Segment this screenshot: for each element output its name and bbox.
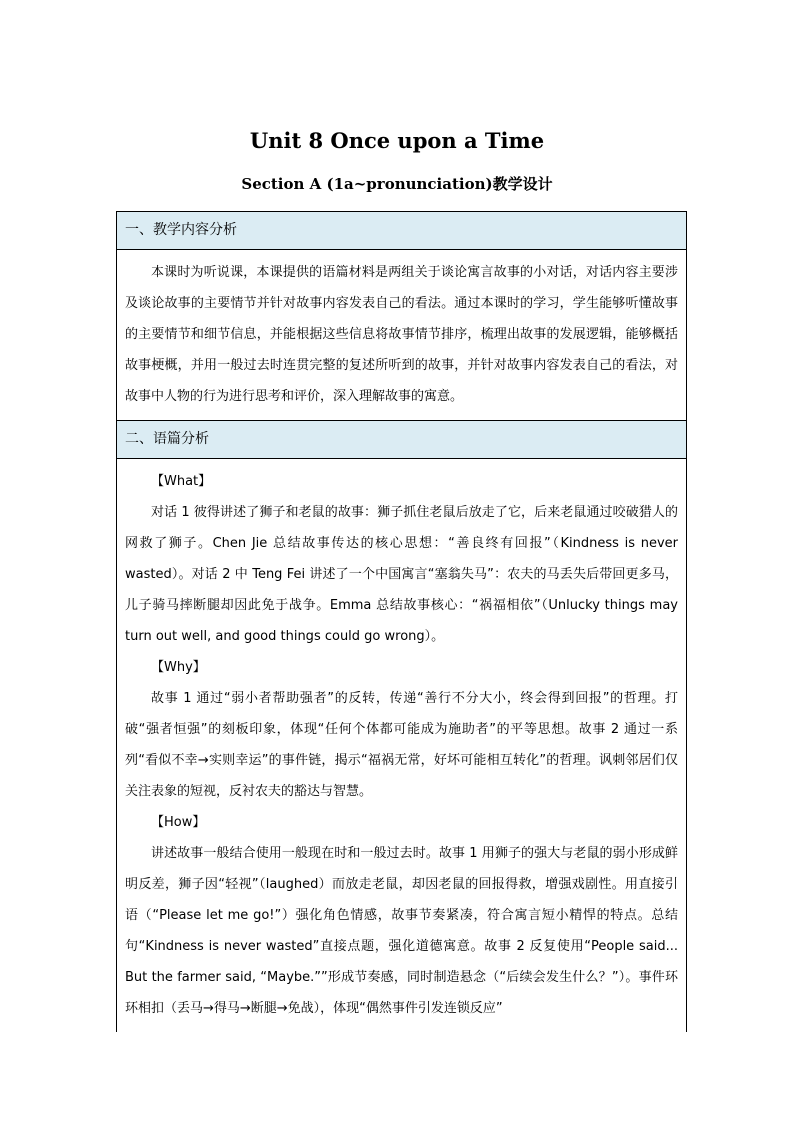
section-header-content-analysis: 一、教学内容分析 (117, 212, 686, 250)
what-paragraph: 对话 1 彼得讲述了狮子和老鼠的故事：狮子抓住老鼠后放走了它，后来老鼠通过咬破猎人的网救了狮子。Chen Jie 总结故事传达的核心思想：“善良终有回报”（Kindness is never wasted）。对话 2 中 Teng Fei 讲述了一个中国寓言“塞翁失马”：农夫的马丢失后带回更多马，儿子骑马摔断腿却因此免于战争。Emma 总结故事核心：“祸福相依”（Unlucky things may turn out well, and good things could go wrong）。 (125, 505, 678, 644)
document-subtitle: Section A (1a~pronunciation)教学设计 (241, 175, 553, 193)
why-label: 【Why】 (151, 660, 206, 675)
section-body-content-analysis (117, 250, 686, 421)
why-paragraph: 故事 1 通过“弱小者帮助强者”的反转，传递“善行不分大小，终会得到回报”的哲理。打破“强者恒强”的刻板印象，体现“任何个体都可能成为施助者”的平等思想。故事 2 通过一系列“看似不幸→实则幸运”的事件链，揭示“福祸无常，好坏可能相互转化”的哲理。讽刺邻居们仅关注表象的短视，反衬农夫的豁达与智慧。 (125, 691, 678, 799)
lesson-design-table (116, 211, 687, 1032)
how-paragraph: 讲述故事一般结合使用一般现在时和一般过去时。故事 1 用狮子的强大与老鼠的弱小形成鲜明反差，狮子因“轻视”（laughed）而放走老鼠，却因老鼠的回报得救，增强戏剧性。用直接引语（“Please let me go!”）强化角色情感，故事节奏紧凑，符合寓言短小精悍的特点。总结句“Kindness is never wasted”直接点题，强化道德寓意。故事 2 反复使用“People said... But the farmer said, “Maybe.””形成节奏感，同时制造悬念（“后续会发生什么？”）。事件环环相扣（丢马→得马→断腿→免战），体现“偶然事件引发连锁反应” (125, 846, 678, 1016)
document-title: Unit 8 Once upon a Time (249, 128, 545, 153)
content-analysis-paragraph: 本课时为听说课，本课提供的语篇材料是两组关于谈论寓言故事的小对话，对话内容主要涉及谈论故事的主要情节并针对故事内容发表自己的看法。通过本课时的学习，学生能够听懂故事的主要情节和细节信息，并能根据这些信息将故事情节排序，梳理出故事的发展逻辑，能够概括故事梗概，并用一般过去时连贯完整的复述所听到的故事，并针对故事内容发表自己的看法，对故事中人物的行为进行思考和评价，深入理解故事的寓意。 (125, 265, 678, 404)
section-body-text-analysis (117, 459, 686, 1032)
how-label: 【How】 (151, 815, 206, 830)
section-header-text-analysis: 二、语篇分析 (117, 421, 686, 459)
what-label: 【What】 (151, 474, 212, 489)
